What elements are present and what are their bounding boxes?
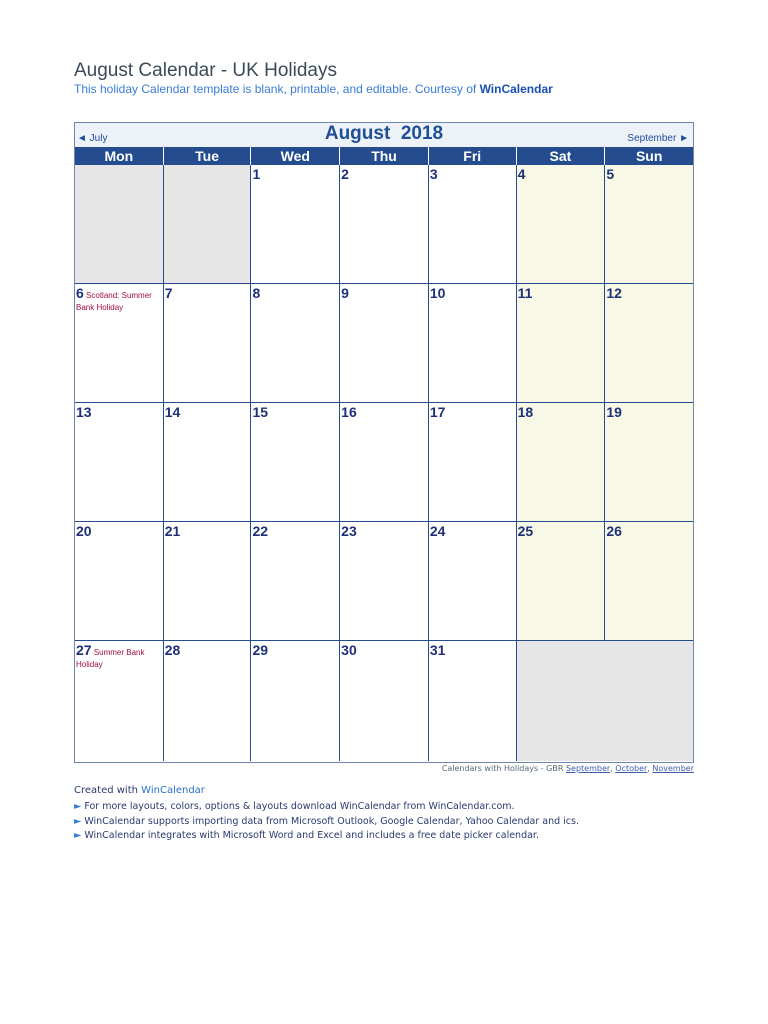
- day-number: 7: [164, 285, 173, 301]
- day-number: 3: [429, 166, 438, 182]
- bullet-text: WinCalendar integrates with Microsoft Word and Excel and includes a free date picker calendar.: [84, 830, 539, 841]
- day-number: 18: [517, 404, 534, 420]
- day-number: 28: [164, 642, 181, 658]
- link-october[interactable]: October: [615, 764, 648, 773]
- day-cell[interactable]: [429, 284, 517, 402]
- day-number: 19: [606, 404, 622, 420]
- link-september[interactable]: September: [565, 764, 611, 773]
- day-number: 1: [252, 166, 261, 182]
- weekday-header: [75, 147, 693, 165]
- empty-day-cell: [164, 165, 252, 283]
- next-month-link[interactable]: September ►: [627, 133, 689, 144]
- day-number: 30: [341, 642, 357, 658]
- day-cell[interactable]: [340, 165, 429, 283]
- arrow-icon: ►: [74, 815, 85, 827]
- day-cell[interactable]: [75, 641, 164, 761]
- day-number: 31: [429, 642, 446, 658]
- weekday-wed: Wed: [251, 147, 340, 165]
- weekday-mon: Mon: [75, 147, 164, 165]
- calendar: [74, 122, 694, 763]
- day-cell[interactable]: [251, 165, 340, 283]
- day-cell[interactable]: [605, 403, 693, 521]
- calendar-grid: [75, 165, 693, 761]
- empty-day-cell: [75, 165, 164, 283]
- month-title: August 2018: [324, 123, 444, 144]
- day-number: 20: [76, 523, 92, 539]
- day-cell[interactable]: [517, 403, 606, 521]
- day-cell[interactable]: [340, 641, 429, 761]
- day-cell[interactable]: [340, 403, 429, 521]
- empty-day-cell: [517, 641, 693, 761]
- bullet-text: WinCalendar supports importing data from Microsoft Outlook, Google Calendar, Yahoo Calendar and ics.: [84, 815, 579, 827]
- day-number: 8: [252, 285, 261, 301]
- day-number: 12: [606, 285, 622, 301]
- week-row: [75, 403, 693, 522]
- arrow-icon: ►: [74, 830, 85, 841]
- weekday-sat: Sat: [517, 147, 606, 165]
- day-cell[interactable]: [75, 403, 164, 521]
- bullet-item: [74, 815, 579, 830]
- day-number: 29: [252, 642, 269, 658]
- day-number: 16: [341, 404, 357, 420]
- day-cell[interactable]: [429, 522, 517, 640]
- day-cell[interactable]: [75, 522, 164, 640]
- link-november[interactable]: November: [652, 764, 694, 773]
- weekday-tue: Tue: [164, 147, 252, 165]
- related-calendars: Calendars with Holidays - GBR September, October, November: [441, 764, 694, 773]
- day-cell[interactable]: [517, 165, 606, 283]
- day-number: 22: [252, 523, 269, 539]
- day-cell[interactable]: [164, 403, 252, 521]
- subtitle: [74, 82, 553, 96]
- day-number: 15: [252, 404, 269, 420]
- subtitle-text: This holiday Calendar template is blank, printable, and editable. Courtesy of: [74, 82, 477, 96]
- day-cell[interactable]: [605, 284, 693, 402]
- created-with-link[interactable]: WinCalendar: [141, 785, 205, 796]
- day-number: 26: [606, 523, 622, 539]
- day-cell[interactable]: [251, 641, 340, 761]
- day-number: 23: [341, 523, 357, 539]
- holiday-entry: [75, 641, 163, 671]
- bullet-text: For more layouts, colors, options & layouts download WinCalendar from WinCalendar.com.: [84, 801, 515, 812]
- day-cell[interactable]: [251, 403, 340, 521]
- day-cell[interactable]: [605, 165, 693, 283]
- holiday-name: Summer Bank Holiday: [76, 648, 145, 669]
- holiday-entry: [75, 284, 163, 314]
- day-number: 9: [341, 285, 349, 301]
- week-row: [75, 284, 693, 403]
- weekday-thu: Thu: [340, 147, 429, 165]
- week-row: [75, 522, 693, 641]
- day-number: 27: [76, 642, 92, 658]
- bullet-item: [74, 829, 579, 844]
- day-cell[interactable]: [517, 522, 606, 640]
- created-with-label: Created with: [74, 785, 138, 796]
- day-cell[interactable]: [251, 284, 340, 402]
- day-number: 4: [517, 166, 526, 182]
- day-cell[interactable]: [429, 165, 517, 283]
- arrow-icon: ►: [74, 801, 85, 812]
- day-cell[interactable]: [164, 641, 252, 761]
- week-row: [75, 641, 693, 761]
- day-cell[interactable]: [164, 522, 252, 640]
- day-cell[interactable]: [75, 284, 164, 402]
- day-number: 2: [341, 166, 349, 182]
- day-cell[interactable]: [429, 403, 517, 521]
- wincalendar-link[interactable]: WinCalendar: [479, 82, 553, 96]
- day-cell[interactable]: [517, 284, 606, 402]
- page-title: August Calendar - UK Holidays: [74, 60, 337, 81]
- day-cell[interactable]: [340, 522, 429, 640]
- day-number: 24: [429, 523, 446, 539]
- info-bullets: [74, 800, 579, 844]
- week-row: [75, 165, 693, 284]
- day-number: 11: [517, 285, 533, 301]
- day-number: 14: [164, 404, 181, 420]
- holiday-name: Scotland: Summer Bank Holiday: [76, 291, 152, 312]
- related-calendars-label: Calendars with Holidays - GBR: [441, 764, 564, 773]
- day-number: 6: [76, 285, 84, 301]
- day-number: 10: [429, 285, 446, 301]
- day-cell[interactable]: [605, 522, 693, 640]
- calendar-nav: [75, 123, 693, 147]
- day-number: 13: [76, 404, 92, 420]
- day-cell[interactable]: [429, 641, 517, 761]
- bullet-item: [74, 800, 579, 815]
- created-with: [74, 785, 205, 796]
- day-cell[interactable]: [251, 522, 340, 640]
- day-number: 5: [606, 166, 615, 182]
- weekday-fri: Fri: [429, 147, 517, 165]
- weekday-sun: Sun: [635, 148, 663, 164]
- day-number: 21: [164, 523, 181, 539]
- day-number: 25: [517, 523, 534, 539]
- prev-month-link[interactable]: ◄ July: [77, 133, 108, 144]
- day-cell[interactable]: [340, 284, 429, 402]
- day-cell[interactable]: [164, 284, 252, 402]
- day-number: 17: [429, 404, 446, 420]
